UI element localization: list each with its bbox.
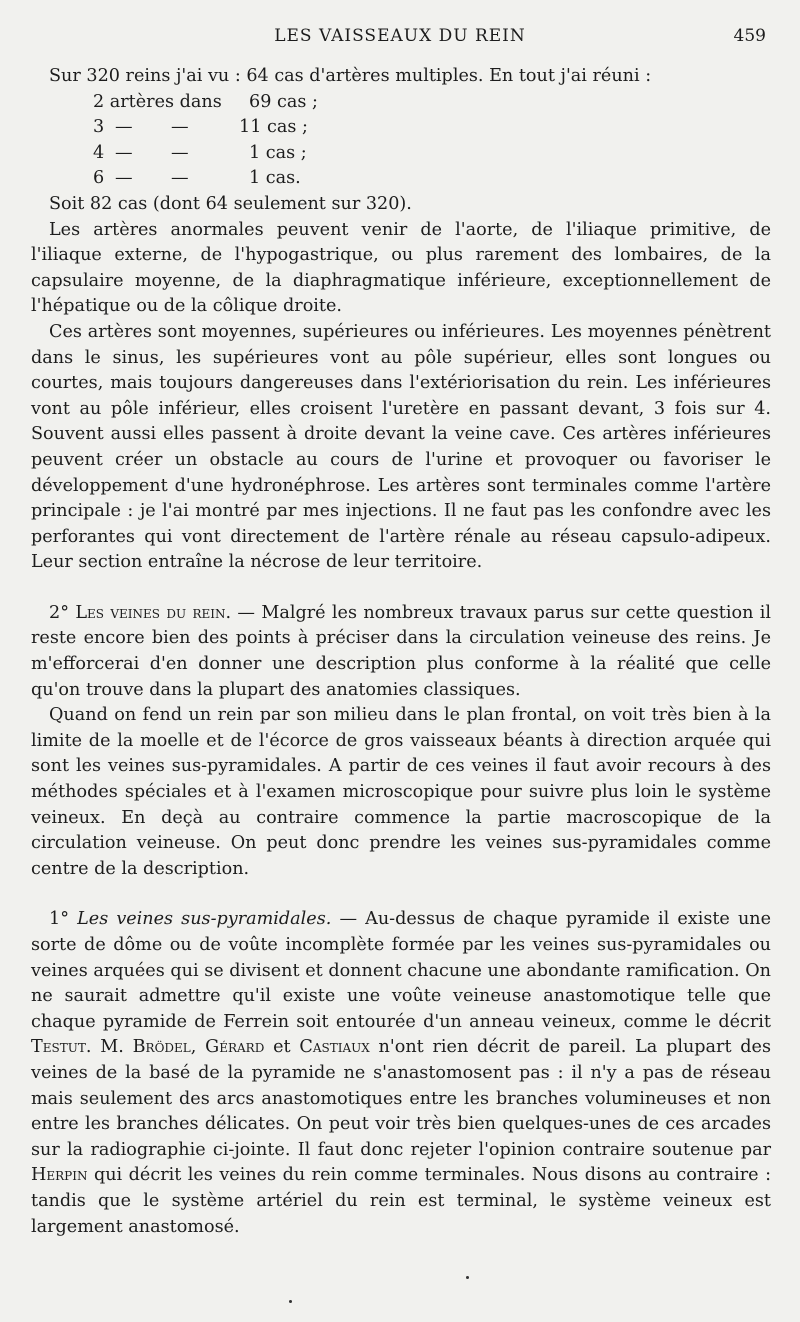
section-number: 1° <box>49 909 69 930</box>
text-run: et <box>264 1037 300 1058</box>
list-item-count: 3 <box>93 117 105 138</box>
ditto-dash: — <box>115 142 133 163</box>
ditto-dash: — <box>171 117 189 138</box>
author-name: Herpin <box>31 1165 88 1186</box>
text-run: , <box>190 1037 206 1058</box>
ditto-dash: — <box>171 168 189 189</box>
total-line: Soit 82 cas (dont 64 seulement sur 320). <box>49 193 412 214</box>
ditto-dash: — <box>115 117 133 138</box>
list-item-count: 6 <box>93 168 105 189</box>
author-name: Testut <box>31 1037 86 1058</box>
print-speck <box>289 1300 292 1303</box>
author-name: Castiaux <box>299 1037 370 1058</box>
list-item-count: 4 <box>93 142 105 163</box>
text-run: qui décrit les veines du rein comme terminales. Nous disons au contraire : tandis que le système artériel du rein est terminal, le système veineux est largement anastomosé. <box>31 1165 771 1237</box>
print-speck <box>466 1276 469 1279</box>
artery-count-list <box>93 90 771 192</box>
section-gap <box>31 882 771 907</box>
list-item <box>93 90 771 116</box>
list-item-count: 2 artères dans <box>93 91 222 112</box>
running-title: LES VAISSEAUX DU REIN <box>274 26 526 46</box>
list-item-cases: 69 cas ; <box>249 91 318 112</box>
intro-line: Sur 320 reins j'ai vu : 64 cas d'artères multiples. En tout j'ai réuni : <box>49 66 652 86</box>
section-gap <box>31 576 771 601</box>
paragraph-frontal-section: Quand on fend un rein par son milieu dans le plan frontal, on voit très bien à la limite de la moelle et de l'écorce de gros vaisseaux béants à direction arquée qui sont les veines sus-pyramidales. A partir de ces veines il faut avoir recours à des méthodes spéciales et à l'examen microscopique pour suivre plus loin le système veineux. En deçà au contraire commence la partie macroscopique de la circulation veineuse. On peut donc prendre les veines sus-pyramidales comme centre de la description. <box>31 705 771 879</box>
section-veins-intro <box>31 601 771 703</box>
page-header <box>0 26 800 54</box>
section-heading: Les veines sus-pyramidales. <box>77 909 332 930</box>
list-item-cases: 1 cas. <box>249 168 301 189</box>
ditto-dash: — <box>171 142 189 163</box>
list-item <box>93 166 771 192</box>
paragraph-artery-origins: Les artères anormales peuvent venir de l'aorte, de l'iliaque primitive, de l'iliaque externe, de l'hypogastrique, ou plus rarement des lombaires, de la capsulaire moyenne, de la diaphragmatique inférieure, exceptionnellement de l'hépatique ou de la côlique droite. <box>31 219 771 317</box>
author-name: Brödel <box>132 1037 191 1058</box>
page-number: 459 <box>733 26 766 46</box>
text-run: — Au-dessus de chaque pyramide il existe une sorte de dôme ou de voûte incomplète formée par les veines sus-pyramidales ou veines arquées qui se divisent et donnent chacune une abondante ramification. On ne saurait admettre qu'il existe une voûte veineuse anastomotique telle que chaque pyramide de Ferrein soit entourée d'un anneau veineux, comme le décrit <box>31 909 772 1032</box>
section-sus-pyramidal-veins <box>31 907 771 1240</box>
list-item-cases: 11 cas ; <box>239 117 308 138</box>
section-text: — Malgré les nombreux travaux parus sur cette question il reste encore bien des points à préciser dans la circulation veineuse des reins. Je m'efforcerai d'en donner une description plus conforme à la réalité que celle qu'on trouve dans la plupart des anatomies classiques. <box>31 602 772 700</box>
text-run: n'ont rien décrit de pareil. La plupart des veines de la basé de la pyramide ne s'anastomosent pas : il n'y a pas de réseau mais seulement des arcs anastomotiques entre les branches volumineuses et non entre les branches délicates. On peut voir très bien quelques-unes de ces arcades sur la radiographie ci-jointe. Il faut donc rejeter l'opinion contraire soutenue par <box>31 1037 772 1160</box>
list-item <box>93 115 771 141</box>
paragraph-artery-types: Ces artères sont moyennes, supérieures ou inférieures. Les moyennes pénètrent dans le sinus, les supérieures vont au pôle supérieur, elles sont longues ou courtes, mais toujours dangereuses dans l'extériorisation du rein. Les inférieures vont au pôle inférieur, elles croisent l'uretère en passant devant, 3 fois sur 4. Souvent aussi elles passent à droite devant la veine cave. Ces artères inférieures peuvent créer un obstacle au cours de l'urine et provoquer ou favoriser le développement d'une hydronéphrose. Les artères sont terminales comme l'artère principale : je l'ai montré par mes injections. Il ne faut pas les confondre avec les perforantes qui vont directement de l'artère rénale au réseau capsulo-adipeux. Leur section entraîne la nécrose de leur territoire. <box>31 321 771 573</box>
text-run: . M. <box>85 1037 133 1058</box>
list-item <box>93 141 771 167</box>
ditto-dash: — <box>115 168 133 189</box>
page-body <box>31 64 771 1240</box>
author-name: Gérard <box>205 1037 265 1058</box>
section-heading: Les veines du rein. <box>75 602 232 623</box>
list-item-cases: 1 cas ; <box>249 142 307 163</box>
section-number: 2° <box>49 602 69 623</box>
